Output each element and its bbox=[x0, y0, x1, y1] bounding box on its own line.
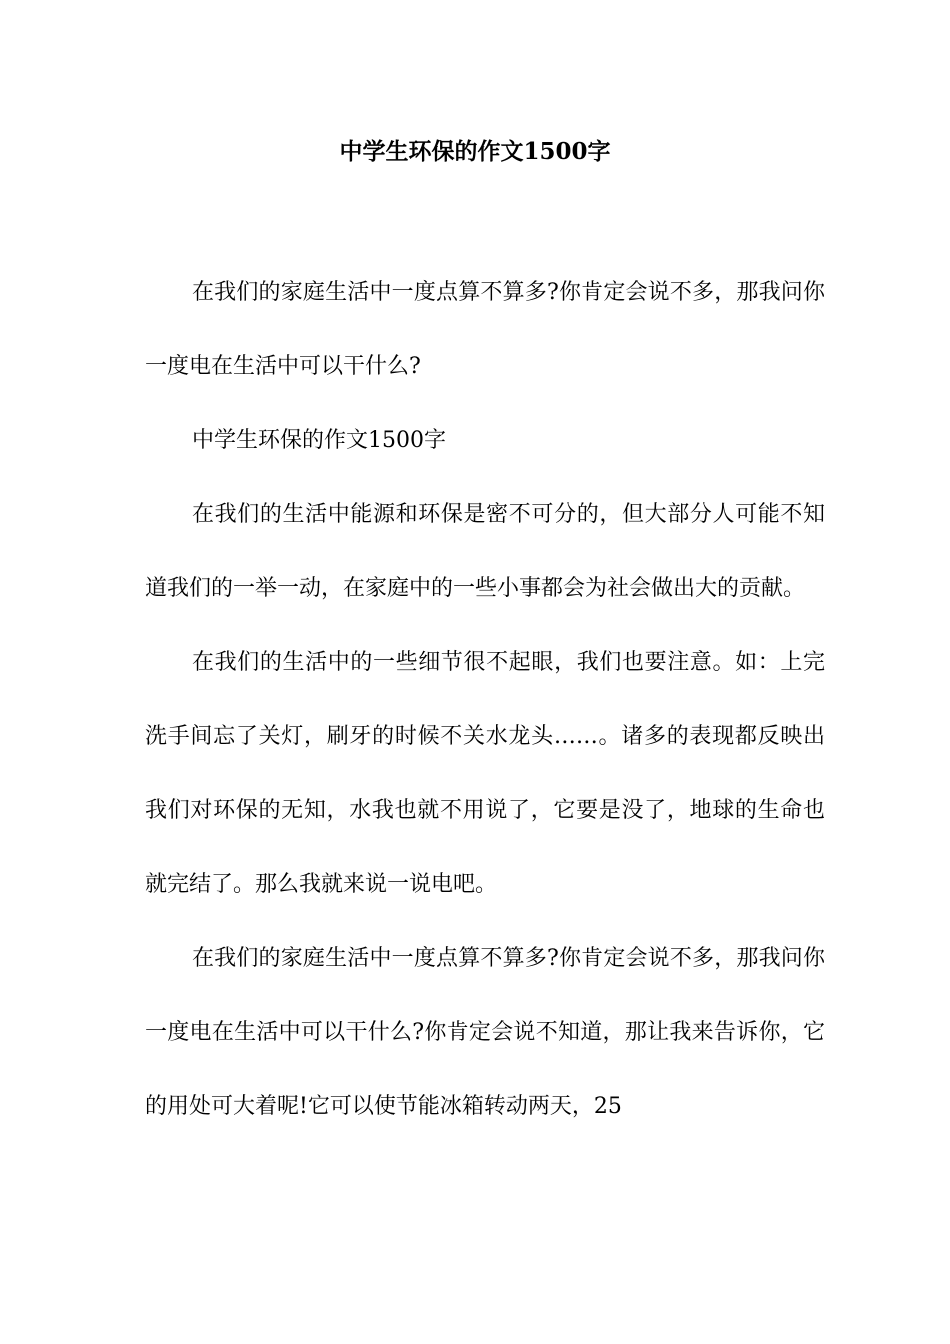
paragraph-2: 中学生环保的作文1500字 bbox=[192, 428, 446, 453]
paragraph-3: 在我们的生活中能源和环保是密不可分的，但大部分人可能不知道我们的一举一动，在家庭中的一些小事都会为社会做出大的贡献。 bbox=[145, 502, 825, 601]
paragraph-5: 在我们的家庭生活中一度点算不算多?你肯定会说不多，那我问你一度电在生活中可以干什么?你肯定会说不知道，那让我来告诉你，它的用处可大着呢!它可以使节能冰箱转动两天，25 bbox=[145, 946, 825, 1119]
document-title: 中学生环保的作文1500字 bbox=[339, 138, 611, 165]
paragraph-1: 在我们的家庭生活中一度点算不算多?你肯定会说不多，那我问你一度电在生活中可以干什么? bbox=[145, 280, 825, 379]
document-body bbox=[145, 256, 825, 1144]
paragraph-4: 在我们的生活中的一些细节很不起眼，我们也要注意。如：上完洗手间忘了关灯，刷牙的时候不关水龙头……。诸多的表现都反映出我们对环保的无知，水我也就不用说了，它要是没了，地球的生命也就完结了。那么我就来说一说电吧。 bbox=[145, 650, 825, 897]
